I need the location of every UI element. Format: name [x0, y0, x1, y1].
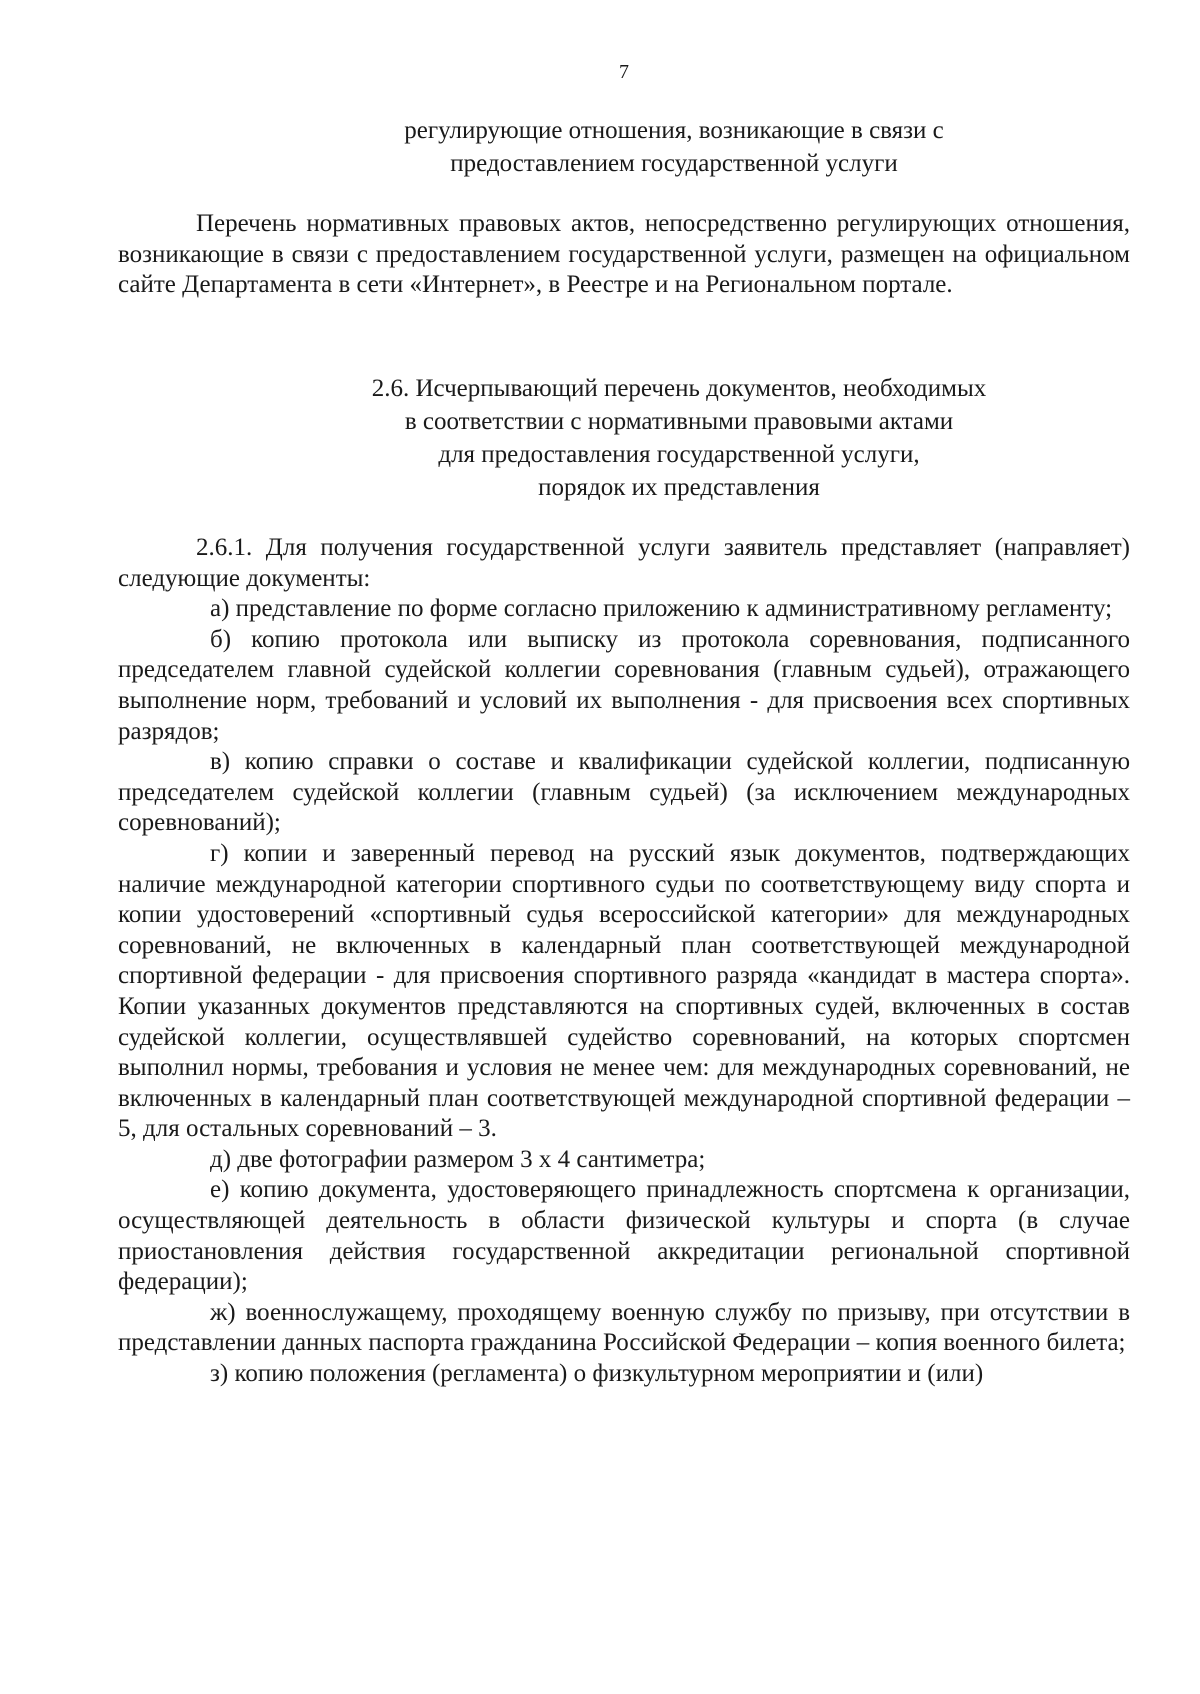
section-heading-line-3: для предоставления государственной услуги,: [438, 441, 920, 468]
intro-block: [118, 209, 1130, 301]
paragraph-2-6-1: 2.6.1. Для получения государственной услуги заявитель представляет (направляет) следующие документы:: [118, 534, 1130, 592]
section-heading-line-1: 2.6. Исчерпывающий перечень документов, необходимых: [371, 375, 987, 402]
list-item-b: б) копию протокола или выписку из протокола соревнования, подписанного председателем главной судейской коллегии соревнования (главным судьей), отражающего выполнение норм, требований и условий их выполнения - для присвоения всех спортивных разрядов;: [118, 625, 1130, 745]
top-heading-line-1: регулирующие отношения, возникающие в связи с: [404, 117, 944, 144]
list-item-zh: ж) военнослужащему, проходящему военную службу по призыву, при отсутствии в представлении данных паспорта гражданина Российской Федерации – копия военного билета;: [118, 1298, 1130, 1357]
top-heading-line-2: предоставлением государственной услуги: [450, 150, 898, 177]
top-heading: [168, 114, 1180, 180]
page-number: 7: [619, 61, 629, 83]
list-item-a: а) представление по форме согласно приложению к административному регламенту;: [210, 595, 1113, 623]
intro-paragraph: Перечень нормативных правовых актов, непосредственно регулирующих отношения, возникающие в связи с предоставлением государственной услуги, размещен на официальном сайте Департамента в сети «Интернет», в Реестре и на Региональном портале.: [118, 210, 1130, 299]
section-heading-line-2: в соответствии с нормативными правовыми актами: [404, 408, 954, 435]
section-heading: [173, 372, 1185, 504]
list-item-v: в) копию справки о составе и квалификации судейской коллегии, подписанную председателем судейской коллегии (главным судьей) (за исключением международных соревнований);: [118, 748, 1130, 837]
list-item-e: е) копию документа, удостоверяющего принадлежность спортсмена к организации, осуществляющей деятельность в области физической культуры и спорта (в случае приостановления действия государственной аккредитации региональной спортивной федерации);: [118, 1176, 1130, 1296]
main-text-block: [118, 533, 1130, 1390]
list-item-d: д) две фотографии размером 3 х 4 сантиметра;: [210, 1145, 706, 1173]
list-item-z: з) копию положения (регламента) о физкультурном мероприятии и (или): [210, 1360, 984, 1388]
list-item-g: г) копии и заверенный перевод на русский язык документов, подтверждающих наличие международной категории спортивного судьи по соответствующему виду спорта и копии удостоверений «спортивный судья всероссийской категории» для международных соревнований, не включенных в календарный план соответствующей международной спортивной федерации - для присвоения спортивного разряда «кандидат в мастера спорта». Копии указанных документов представляются на спортивных судей, включенных в состав судейской коллегии, осуществлявшей судейство соревнований, на которых спортсмен выполнил нормы, требования и условия не менее чем: для международных соревнований, не включенных в календарный план соответствующей международной спортивной федерации – 5, для остальных соревнований – 3.: [118, 839, 1130, 1143]
section-heading-line-4: порядок их представления: [538, 474, 820, 501]
